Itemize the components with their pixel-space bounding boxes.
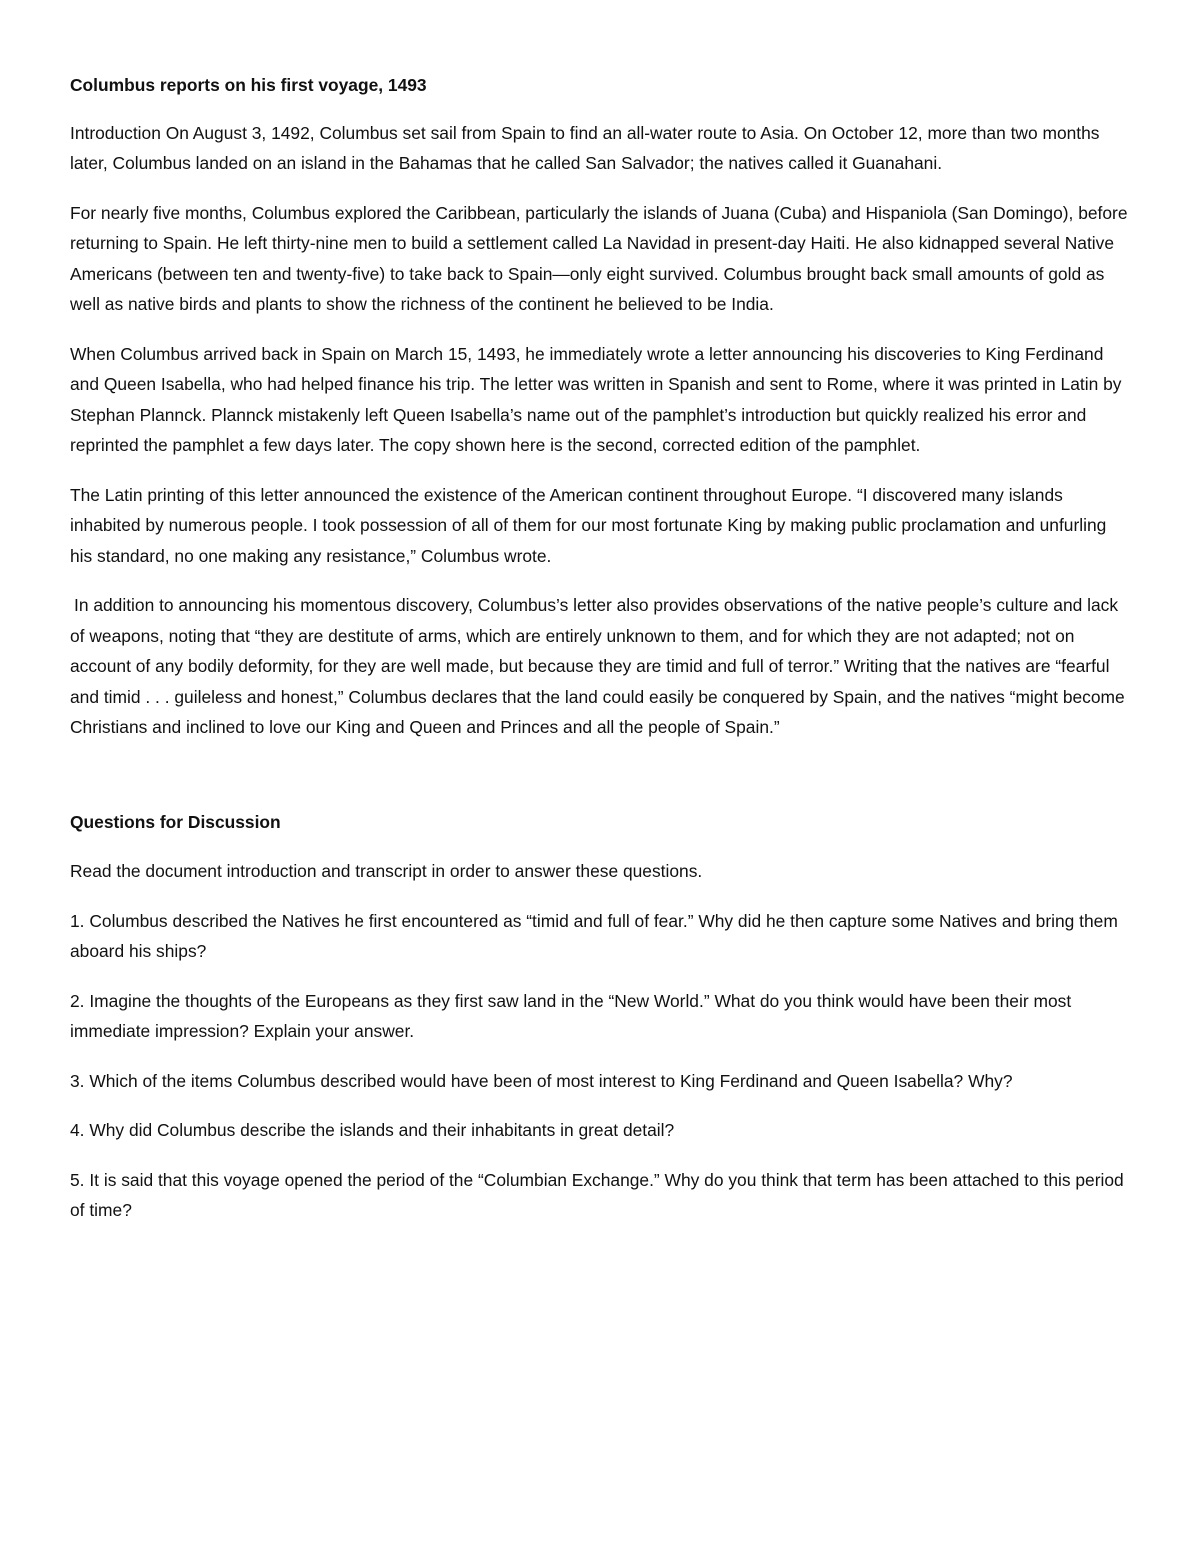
paragraph-letter: When Columbus arrived back in Spain on March 15, 1493, he immediately wrote a letter announcing his discoveries to King Ferdinand and Queen Isabella, who had helped finance his trip. The letter was written in Spanish and sent to Rome, where it was printed in Latin by Stephan Plannck. Plannck mistakenly left Queen Isabella’s name out of the pamphlet’s introduction but quickly realized his error and reprinted the pamphlet a few days later. The copy shown here is the second, corrected edition of the pamphlet.: [70, 343, 1122, 455]
questions-intro: Read the document introduction and transcript in order to answer these questions.: [70, 861, 703, 881]
paragraph-introduction: Introduction On August 3, 1492, Columbus set sail from Spain to find an all-water route to Asia. On October 12, more than two months later, Columbus landed on an island in the Bahamas that he called San Salvador; the natives called it Guanahani.: [70, 122, 1100, 173]
section-spacer: [70, 762, 1132, 807]
document-title: Columbus reports on his first voyage, 1493: [70, 75, 427, 95]
paragraph-observations: In addition to announcing his momentous discovery, Columbus’s letter also provides observations of the native people’s culture and lack of weapons, noting that “they are destitute of arms, which are entirely unknown to them, and for which they are not adapted; not on account of any bodily deformity, for they are well made, but because they are timid and full of terror.” Writing that the natives are “fearful and timid . . . guileless and honest,” Columbus declares that the land could easily be conquered by Spain, and the natives “might become Christians and inclined to love our King and Queen and Princes and all the people of Spain.”: [70, 595, 1125, 737]
paragraph-latin-printing: The Latin printing of this letter announced the existence of the American continent throughout Europe. “I discovered many islands inhabited by numerous people. I took possession of all of them for our most fortunate King by making public proclamation and unfurling his standard, no one making any resistance,” Columbus wrote.: [70, 484, 1107, 566]
questions-heading: Questions for Discussion: [70, 811, 281, 832]
question-4: 4. Why did Columbus describe the islands and their inhabitants in great detail?: [70, 1120, 675, 1140]
question-5: 5. It is said that this voyage opened the period of the “Columbian Exchange.” Why do you think that term has been attached to this period of time?: [70, 1169, 1124, 1220]
document-page: [70, 70, 1132, 1245]
paragraph-exploration: For nearly five months, Columbus explored the Caribbean, particularly the islands of Juana (Cuba) and Hispaniola (San Domingo), before returning to Spain. He left thirty-nine men to build a settlement called La Navidad in present-day Haiti. He also kidnapped several Native Americans (between ten and twenty-five) to take back to Spain—only eight survived. Columbus brought back small amounts of gold as well as native birds and plants to show the richness of the continent he believed to be India.: [70, 202, 1128, 314]
question-1: 1. Columbus described the Natives he first encountered as “timid and full of fear.” Why did he then capture some Natives and bring them aboard his ships?: [70, 910, 1118, 961]
question-3: 3. Which of the items Columbus described would have been of most interest to King Ferdinand and Queen Isabella? Why?: [70, 1070, 1013, 1091]
question-2: 2. Imagine the thoughts of the Europeans as they first saw land in the “New World.” What do you think would have been their most immediate impression? Explain your answer.: [70, 990, 1072, 1041]
